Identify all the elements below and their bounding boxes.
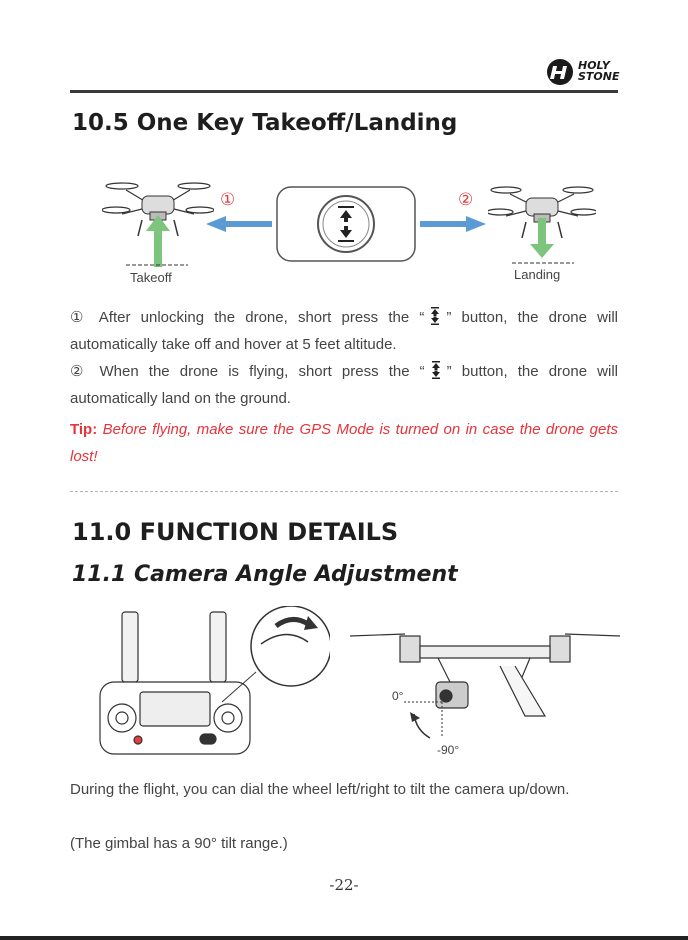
bottom-rule bbox=[0, 936, 688, 940]
section-title-function-details: 11.0 FUNCTION DETAILS bbox=[72, 518, 399, 546]
camera-tilt-instruction: During the flight, you can dial the wheel left/right to tilt the camera up/down. bbox=[70, 781, 570, 798]
one-key-button-icon bbox=[429, 361, 443, 379]
landing-label: Landing bbox=[514, 267, 561, 282]
angle-0-label: 0° bbox=[392, 689, 404, 703]
gps-tip: Tip: Before flying, make sure the GPS Mode is turned on in case the drone gets lost! bbox=[70, 421, 618, 465]
landing-down-arrow-icon bbox=[530, 218, 554, 258]
step1-marker: ① bbox=[220, 190, 236, 210]
remote-controller-illustration bbox=[96, 606, 330, 764]
landing-ground-line bbox=[512, 262, 574, 264]
takeoff-label: Takeoff bbox=[130, 270, 172, 285]
takeoff-instruction: ① After unlocking the drone, short press the “ ” button, the drone will automatically take off and hover at 5 feet altitude. bbox=[70, 309, 618, 353]
section-divider bbox=[70, 491, 618, 492]
angle-minus-90-label: -90° bbox=[437, 743, 460, 757]
gimbal-range-note: (The gimbal has a 90° tilt range.) bbox=[70, 835, 288, 852]
header-rule bbox=[70, 90, 618, 93]
takeoff-up-arrow-icon bbox=[146, 215, 170, 267]
one-key-button-icon bbox=[428, 307, 442, 325]
page-number: -22- bbox=[329, 876, 359, 894]
one-key-button-panel bbox=[276, 186, 416, 262]
landing-instruction: ② When the drone is flying, short press the “ ” button, the drone will automatically land on the ground. bbox=[70, 363, 618, 407]
section-title-one-key-takeoff: 10.5 One Key Takeoff/Landing bbox=[72, 110, 458, 136]
drone-gimbal-illustration bbox=[350, 626, 620, 746]
takeoff-ground-line bbox=[126, 264, 188, 266]
logo-wordmark: HOLY STONE bbox=[578, 59, 620, 83]
section-title-camera-angle: 11.1 Camera Angle Adjustment bbox=[72, 562, 458, 587]
left-arrow-icon bbox=[206, 216, 272, 232]
right-arrow-icon bbox=[420, 216, 486, 232]
step2-marker: ② bbox=[458, 190, 474, 210]
